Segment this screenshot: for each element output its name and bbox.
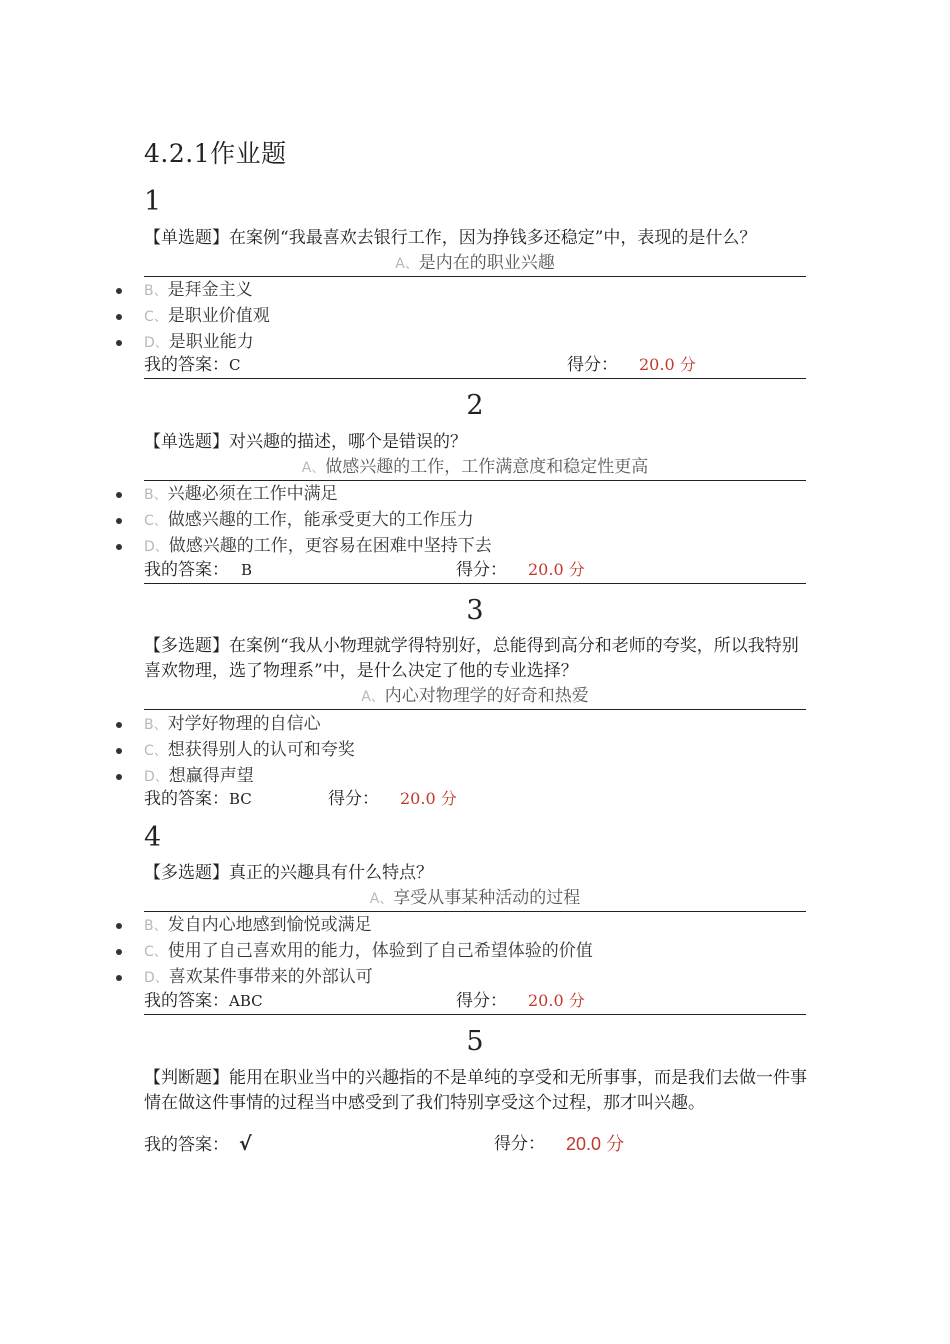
score-value [400, 786, 457, 812]
option-letter: A、 [369, 891, 394, 907]
score-label: 得分： [456, 560, 507, 580]
my-answer [144, 786, 252, 812]
question-stem: 对兴趣的描述，哪个是错误的？ [229, 432, 467, 452]
score-unit: 分 [679, 355, 696, 374]
question-stem: 在案例“我从小物理就学得特别好，总能得到高分和老师的夸奖，所以我特别喜欢物理，选了物理系”中，是什么决定了他的专业选择？ [144, 636, 799, 681]
my-answer-value: C [229, 356, 241, 374]
score-number: 20.0 [528, 991, 564, 1010]
my-answer-label: 我的答案： [144, 1135, 229, 1155]
question-number: 3 [466, 595, 484, 626]
option-b [144, 278, 270, 304]
option-letter: A、 [395, 256, 419, 272]
option-letter: A、 [361, 689, 385, 705]
question-text [144, 634, 812, 684]
question-type: 【单选题】 [144, 228, 229, 248]
option-text: 想赢得声望 [168, 766, 254, 786]
option-letter: B、 [144, 283, 168, 299]
question-number: 1 [144, 186, 162, 217]
question-type: 【多选题】 [144, 863, 229, 883]
option-text: 是拜金主义 [167, 280, 253, 300]
option-b [144, 482, 492, 508]
question-number: 4 [144, 822, 162, 853]
my-answer [144, 1131, 252, 1158]
option-c [144, 508, 492, 534]
score-label: 得分： [567, 355, 618, 375]
option-c [144, 939, 593, 965]
question-text [144, 226, 812, 251]
question-type: 【单选题】 [144, 432, 229, 452]
option-text: 喜欢某件事带来的外部认可 [168, 967, 373, 987]
score-unit: 分 [440, 789, 457, 808]
score-unit: 分 [606, 1134, 625, 1154]
option-text: 是职业价值观 [167, 306, 270, 326]
option-text: 做感兴趣的工作，更容易在困难中坚持下去 [168, 536, 492, 556]
score-value [566, 1131, 624, 1157]
question-type: 【判断题】 [144, 1068, 229, 1088]
my-answer [144, 352, 240, 378]
option-letter: C、 [144, 309, 168, 325]
option-letter: D、 [144, 970, 169, 986]
option-c [144, 304, 270, 330]
my-answer-label: 我的答案： [144, 355, 229, 375]
option-text: 做感兴趣的工作，能承受更大的工作压力 [167, 510, 474, 530]
option-text: 兴趣必须在工作中满足 [167, 484, 338, 504]
my-answer-label: 我的答案： [144, 560, 229, 580]
page-title: 4.2.1作业题 [144, 139, 287, 168]
option-letter: C、 [144, 944, 168, 960]
my-answer-value: ABC [229, 992, 263, 1010]
question-stem: 真正的兴趣具有什么特点？ [229, 863, 433, 883]
option-text: 想获得别人的认可和夸奖 [167, 740, 355, 760]
answer-row [144, 352, 806, 379]
question-stem: 能用在职业当中的兴趣指的不是单纯的享受和无所事事，而是我们去做一件事情在做这件事情的过程当中感受到了我们特别享受这个过程，那才叫兴趣。 [144, 1068, 807, 1113]
option-c [144, 738, 355, 764]
option-a [144, 887, 806, 912]
option-letter: B、 [144, 717, 168, 733]
option-text: 对学好物理的自信心 [167, 714, 321, 734]
option-a [144, 456, 806, 481]
question-number: 2 [466, 390, 484, 421]
my-answer-value: √ [239, 1133, 252, 1155]
answer-row [144, 988, 806, 1015]
option-b [144, 913, 593, 939]
option-letter: D、 [144, 769, 169, 785]
question-stem: 在案例“我最喜欢去银行工作，因为挣钱多还稳定”中，表现的是什么？ [229, 228, 757, 248]
my-answer-label: 我的答案： [144, 991, 229, 1011]
option-list [144, 712, 355, 790]
question-type: 【多选题】 [144, 636, 229, 656]
my-answer-value: BC [229, 790, 252, 808]
option-a [144, 252, 806, 277]
option-text: 发自内心地感到愉悦或满足 [167, 915, 372, 935]
score-unit: 分 [568, 991, 585, 1010]
score-number: 20.0 [566, 1134, 602, 1154]
my-answer [144, 988, 263, 1014]
option-list [144, 913, 593, 991]
score-number: 20.0 [400, 789, 436, 808]
my-answer [144, 557, 252, 583]
score-value [528, 988, 585, 1014]
option-letter: B、 [144, 487, 168, 503]
option-a [144, 685, 806, 710]
option-text: 是内在的职业兴趣 [418, 253, 555, 273]
option-letter: D、 [144, 539, 169, 555]
question-text [144, 1066, 812, 1116]
question-text [144, 861, 812, 886]
my-answer-label: 我的答案： [144, 789, 229, 809]
option-text: 使用了自己喜欢用的能力，体验到了自己希望体验的价值 [167, 941, 593, 961]
score-value [639, 352, 696, 378]
option-text: 是职业能力 [168, 332, 254, 352]
my-answer-value: B [241, 561, 253, 579]
option-text: 内心对物理学的好奇和热爱 [384, 686, 589, 706]
option-text: 做感兴趣的工作，工作满意度和稳定性更高 [325, 457, 649, 477]
answer-row [144, 1131, 806, 1157]
option-letter: C、 [144, 743, 168, 759]
score-number: 20.0 [639, 355, 675, 374]
score-label: 得分： [456, 991, 507, 1011]
score-value [528, 557, 585, 583]
score-label: 得分： [328, 789, 379, 809]
answer-row [144, 557, 806, 584]
option-letter: D、 [144, 335, 169, 351]
option-letter: B、 [144, 918, 168, 934]
score-unit: 分 [568, 560, 585, 579]
question-text [144, 430, 812, 455]
option-b [144, 712, 355, 738]
option-letter: C、 [144, 513, 168, 529]
score-number: 20.0 [528, 560, 564, 579]
option-text: 享受从事某种活动的过程 [393, 888, 581, 908]
option-list [144, 482, 492, 560]
option-list [144, 278, 270, 356]
score-label: 得分： [494, 1134, 545, 1154]
answer-row [144, 786, 806, 812]
option-letter: A、 [301, 460, 326, 476]
question-number: 5 [466, 1026, 484, 1057]
